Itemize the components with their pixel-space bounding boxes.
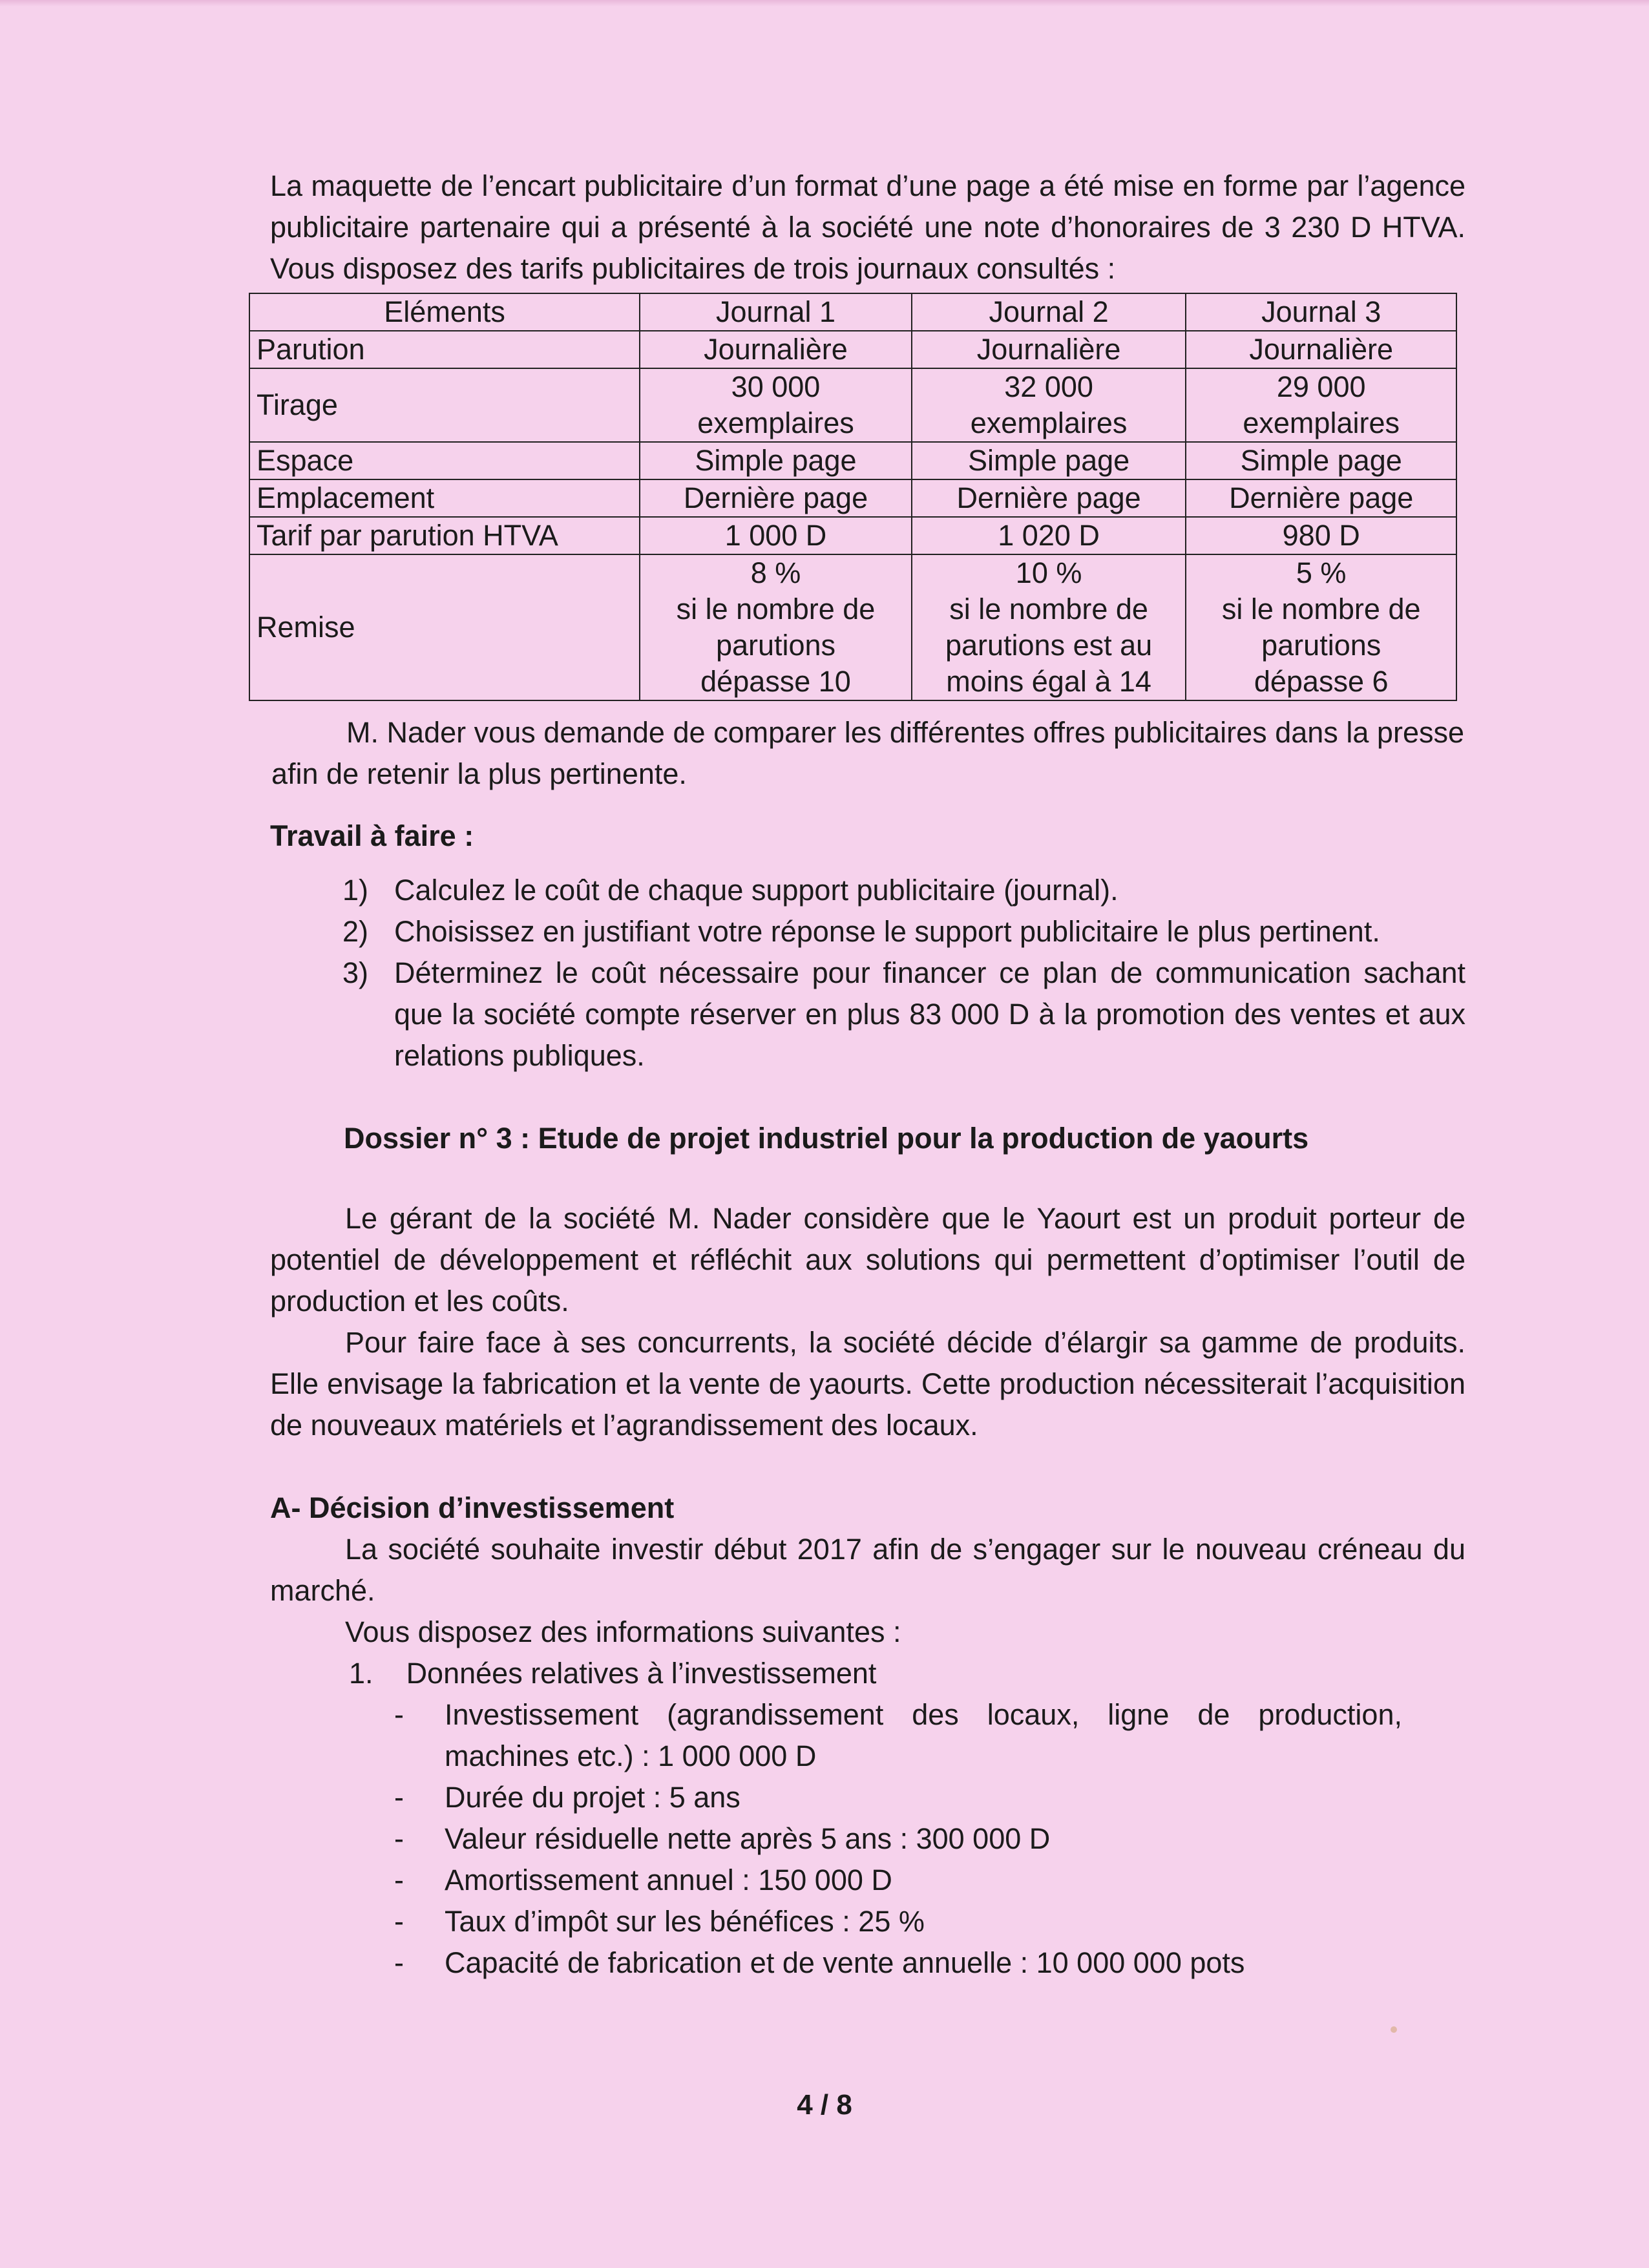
table-row-label: Espace: [249, 442, 640, 479]
item-text: Valeur résiduelle nette après 5 ans : 300 000 D: [445, 1822, 1051, 1855]
list-item: [342, 870, 1465, 911]
table-row-label: Remise: [249, 554, 640, 700]
cell-line: si le nombre de: [676, 593, 876, 625]
table-row-espace: [249, 442, 1456, 479]
table-cell: 980 D: [1186, 517, 1456, 554]
table-row-label: Parution: [249, 331, 640, 368]
cell-line: parutions: [1261, 629, 1381, 662]
table-cell: Simple page: [1186, 442, 1456, 479]
cell-line: parutions est au: [945, 629, 1153, 662]
travail-title: Travail à faire :: [270, 819, 474, 852]
table-row-tarif: [249, 517, 1456, 554]
item-number: 3): [342, 956, 369, 989]
list-item: [394, 1860, 1402, 1901]
table-row-label: Tirage: [249, 368, 640, 442]
decision-paragraph-2: Vous disposez des informations suivantes :: [345, 1615, 901, 1648]
item-number: 1): [342, 874, 369, 907]
table-cell: 1 000 D: [640, 517, 912, 554]
cell-line: 32 000: [1004, 370, 1093, 403]
table-row-parution: [249, 331, 1456, 368]
table-cell: Dernière page: [1186, 479, 1456, 517]
decision-item-label: Données relatives à l’investissement: [406, 1657, 877, 1690]
cell-line: 8 %: [750, 556, 801, 589]
dossier3-title: Dossier n° 3 : Etude de projet industriel pour la production de yaourts: [344, 1122, 1309, 1155]
decision-paragraph-1: [270, 1529, 1465, 1612]
list-item: [394, 1694, 1402, 1777]
tarifs-table: [249, 293, 1457, 701]
table-header-cell: Journal 3: [1186, 293, 1456, 331]
table-row-label: Emplacement: [249, 479, 640, 517]
table-cell: [912, 554, 1186, 700]
cell-line: 30 000: [731, 370, 821, 403]
item-text: Capacité de fabrication et de vente annuelle : 10 000 000 pots: [445, 1946, 1245, 1979]
table-cell: [640, 368, 912, 442]
table-cell: Journalière: [912, 331, 1186, 368]
decision-text-1: La société souhaite investir début 2017 afin de s’engager sur le nouveau créneau du marché.: [270, 1533, 1465, 1607]
table-cell: [640, 554, 912, 700]
list-item: [342, 911, 1465, 952]
table-header-cell: Journal 1: [640, 293, 912, 331]
decision-item-number: 1.: [349, 1657, 373, 1690]
cell-line: exemplaires: [1243, 406, 1400, 439]
page-number: 4 / 8: [797, 2089, 852, 2121]
scan-top-edge: [0, 0, 1649, 6]
table-cell: [912, 368, 1186, 442]
table-cell: Dernière page: [640, 479, 912, 517]
item-text: Amortissement annuel : 150 000 D: [445, 1864, 892, 1896]
table-header-cell: Journal 2: [912, 293, 1186, 331]
table-header-cell: Eléments: [249, 293, 640, 331]
item-text: Taux d’impôt sur les bénéfices : 25 %: [445, 1905, 925, 1938]
dash-marker: -: [394, 1946, 404, 1979]
cell-line: dépasse 6: [1254, 665, 1389, 698]
decision-title: A- Décision d’investissement: [270, 1491, 675, 1524]
investment-bullets: [394, 1694, 1402, 1984]
dash-marker: -: [394, 1781, 404, 1814]
cell-line: 29 000: [1276, 370, 1366, 403]
table-cell: Journalière: [1186, 331, 1456, 368]
table-row-emplacement: [249, 479, 1456, 517]
scan-speck: [1391, 2026, 1397, 2033]
item-text: Calculez le coût de chaque support publicitaire (journal).: [394, 874, 1119, 907]
table-cell: 1 020 D: [912, 517, 1186, 554]
table-cell: Simple page: [912, 442, 1186, 479]
dash-marker: -: [394, 1864, 404, 1896]
table-cell: Dernière page: [912, 479, 1186, 517]
cell-line: moins égal à 14: [946, 665, 1151, 698]
list-item: [394, 1901, 1402, 1942]
dossier3-text-1: Le gérant de la société M. Nader considère que le Yaourt est un produit porteur de potentiel de développement et réfléchit aux solutions qui permettent d’optimiser l’outil de production et les coûts.: [270, 1202, 1465, 1318]
dossier3-paragraph-1: [270, 1198, 1465, 1322]
list-item: [394, 1818, 1402, 1860]
list-item: [394, 1777, 1402, 1818]
item-text: Déterminez le coût nécessaire pour financer ce plan de communication sachant que la société compte réserver en plus 83 000 D à la promotion des ventes et aux relations publiques.: [394, 956, 1465, 1072]
table-row-tirage: [249, 368, 1456, 442]
dossier3-paragraph-2: [270, 1322, 1465, 1446]
table-row-label: Tarif par parution HTVA: [249, 517, 640, 554]
list-item: [394, 1942, 1402, 1984]
item-number: 2): [342, 915, 369, 948]
travail-list: [342, 870, 1465, 1076]
table-header-row: [249, 293, 1456, 331]
table-cell: Journalière: [640, 331, 912, 368]
table-row-remise: [249, 554, 1456, 700]
dossier3-text-2: Pour faire face à ses concurrents, la société décide d’élargir sa gamme de produits. Elle envisage la fabrication et la vente de yaourts. Cette production nécessiterait l’acquisition de nouveaux matériels et l’agrandissement des locaux.: [270, 1326, 1465, 1442]
cell-line: si le nombre de: [949, 593, 1148, 625]
dash-marker: -: [394, 1905, 404, 1938]
intro-paragraph: La maquette de l’encart publicitaire d’un format d’une page a été mise en forme par l’agence publicitaire partenaire qui a présenté à la société une note d’honoraires de 3 230 D HTVA. Vous disposez des tarifs publicitaires de trois journaux consultés :: [270, 169, 1465, 285]
cell-line: 10 %: [1015, 556, 1082, 589]
cell-line: parutions: [715, 629, 836, 662]
dash-marker: -: [394, 1698, 404, 1731]
table-cell: Simple page: [640, 442, 912, 479]
cell-line: 5 %: [1296, 556, 1347, 589]
item-text: Choisissez en justifiant votre réponse le support publicitaire le plus pertinent.: [394, 915, 1380, 948]
item-text: Durée du projet : 5 ans: [445, 1781, 740, 1814]
table-cell: [1186, 554, 1456, 700]
table-cell: [1186, 368, 1456, 442]
decision-item-1: [349, 1653, 1447, 1694]
cell-line: dépasse 10: [700, 665, 851, 698]
list-item: [342, 952, 1465, 1076]
request-paragraph: [271, 712, 1464, 795]
dash-marker: -: [394, 1822, 404, 1855]
cell-line: si le nombre de: [1221, 593, 1421, 625]
item-text: Investissement (agrandissement des locaux, ligne de production, machines etc.) : 1 000 000 D: [445, 1698, 1402, 1772]
cell-line: exemplaires: [970, 406, 1128, 439]
request-text: M. Nader vous demande de comparer les différentes offres publicitaires dans la presse afin de retenir la plus pertinente.: [271, 716, 1464, 790]
cell-line: exemplaires: [697, 406, 854, 439]
